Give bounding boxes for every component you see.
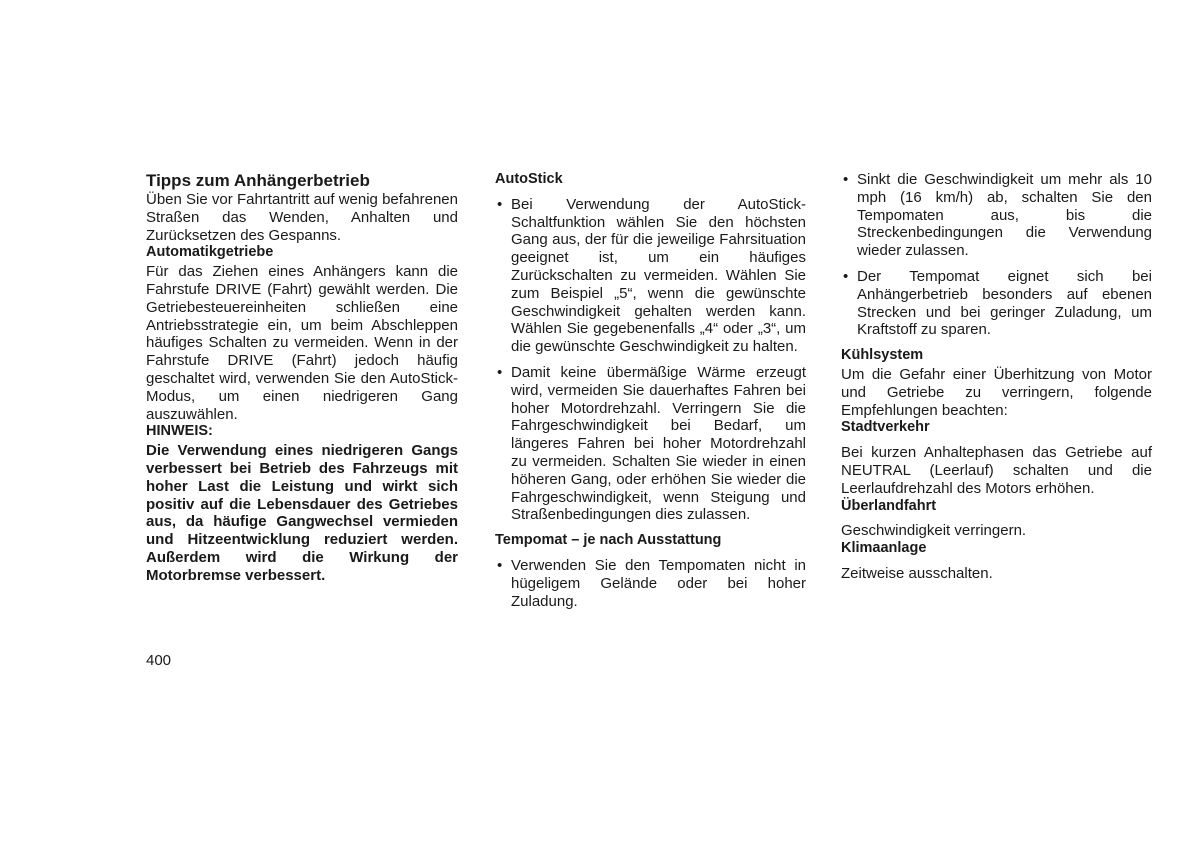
list-item: • Sinkt die Geschwindigkeit um mehr als 10 mph (16 km/h) ab, schalten Sie den Tempomaten aus, bis die Streckenbedingungen die Verwendung wieder zulassen.	[843, 171, 1152, 260]
ueberland-heading: Überlandfahrt	[841, 497, 937, 514]
intro-paragraph: Üben Sie vor Fahrtantritt auf wenig befahrenen Straßen das Wenden, Anhalten und Zurücksetzen des Gespanns.	[146, 191, 458, 244]
bullet-icon: •	[843, 171, 849, 188]
tempomat-list	[495, 557, 806, 610]
kuehl-paragraph: Um die Gefahr einer Überhitzung von Motor und Getriebe zu verringern, folgende Empfehlungen beachten:	[841, 365, 1152, 419]
automatik-heading: Automatikgetriebe	[146, 244, 274, 261]
list-item: • Damit keine übermäßige Wärme erzeugt wird, vermeiden Sie dauerhaftes Fahren bei hoher Motordrehzahl. Verringern Sie die Fahrgeschwindigkeit bei Bedarf, um längeres Fahren bei hoher Motordrehzahl zu vermeiden. Schalten Sie wieder in einen höheren Gang, oder erhöhen Sie wieder die Fahrgeschwindigkeit, wenn Steigung und Straßenbedingungen dies zulassen.	[497, 363, 806, 524]
page-number: 400	[146, 652, 172, 669]
autostick-list	[495, 196, 806, 524]
automatik-paragraph: Für das Ziehen eines Anhängers kann die Fahrstufe DRIVE (Fahrt) gewählt werden. Die Getriebesteuereinheiten schließen eine Antriebsstrategie ein, um beim Abschleppen häufiges Schalten zu vermeiden. Wenn in der Fahrstufe DRIVE (Fahrt) jedoch häufig geschaltet wird, verwenden Sie den AutoStick-Modus, um einen niedrigeren Gang auszuwählen.	[146, 263, 458, 423]
tempomat-heading: Tempomat – je nach Ausstattung	[495, 532, 722, 549]
ueberland-paragraph: Geschwindigkeit verringern.	[841, 522, 1027, 540]
column-middle	[495, 171, 806, 618]
autostick-heading: AutoStick	[495, 171, 563, 187]
tempomat-list-continued	[841, 171, 1152, 339]
bullet-icon: •	[843, 267, 849, 285]
bullet-icon: •	[497, 363, 503, 381]
list-item: • Bei Verwendung der AutoStick-Schaltfunktion wählen Sie den höchsten Gang aus, der für die jeweilige Fahrsituation geeignet ist, um ein häufiges Zurückschalten zu vermeiden. Wählen Sie zum Beispiel „5“, wenn die gewünschte Geschwindigkeit gehalten werden kann. Wählen Sie gegebenenfalls „4“ oder „3“, um die gewünschte Geschwindigkeit zu halten.	[497, 195, 806, 356]
bullet-icon: •	[497, 195, 503, 213]
list-item: • Der Tempomat eignet sich bei Anhängerbetrieb besonders auf ebenen Strecken und bei geringer Zuladung, um Kraftstoff zu sparen.	[843, 267, 1152, 339]
list-item: • Verwenden Sie den Tempomaten nicht in hügeligem Gelände oder bei hoher Zuladung.	[497, 556, 806, 610]
stadt-heading: Stadtverkehr	[841, 419, 930, 436]
klima-heading: Klimaanlage	[841, 540, 927, 557]
kuehl-heading: Kühlsystem	[841, 347, 924, 364]
stadt-paragraph: Bei kurzen Anhaltephasen das Getriebe auf NEUTRAL (Leerlauf) schalten und die Leerlaufdrehzahl des Motors erhöhen.	[841, 444, 1152, 497]
hinweis-paragraph: Die Verwendung eines niedrigeren Gangs verbessert bei Betrieb des Fahrzeugs mit hoher Last die Leistung und wirkt sich positiv auf die Lebensdauer des Getriebes aus, da häufige Gangwechsel vermieden und Hitzeentwicklung reduziert werden. Außerdem wird die Wirkung der Motorbremse verbessert.	[146, 442, 458, 584]
section-title: Tipps zum Anhängerbetrieb	[146, 171, 370, 190]
column-right	[841, 171, 1152, 583]
column-left	[146, 171, 458, 585]
klima-paragraph: Zeitweise ausschalten.	[841, 564, 993, 582]
bullet-icon: •	[497, 556, 503, 574]
hinweis-heading: HINWEIS:	[146, 423, 213, 440]
